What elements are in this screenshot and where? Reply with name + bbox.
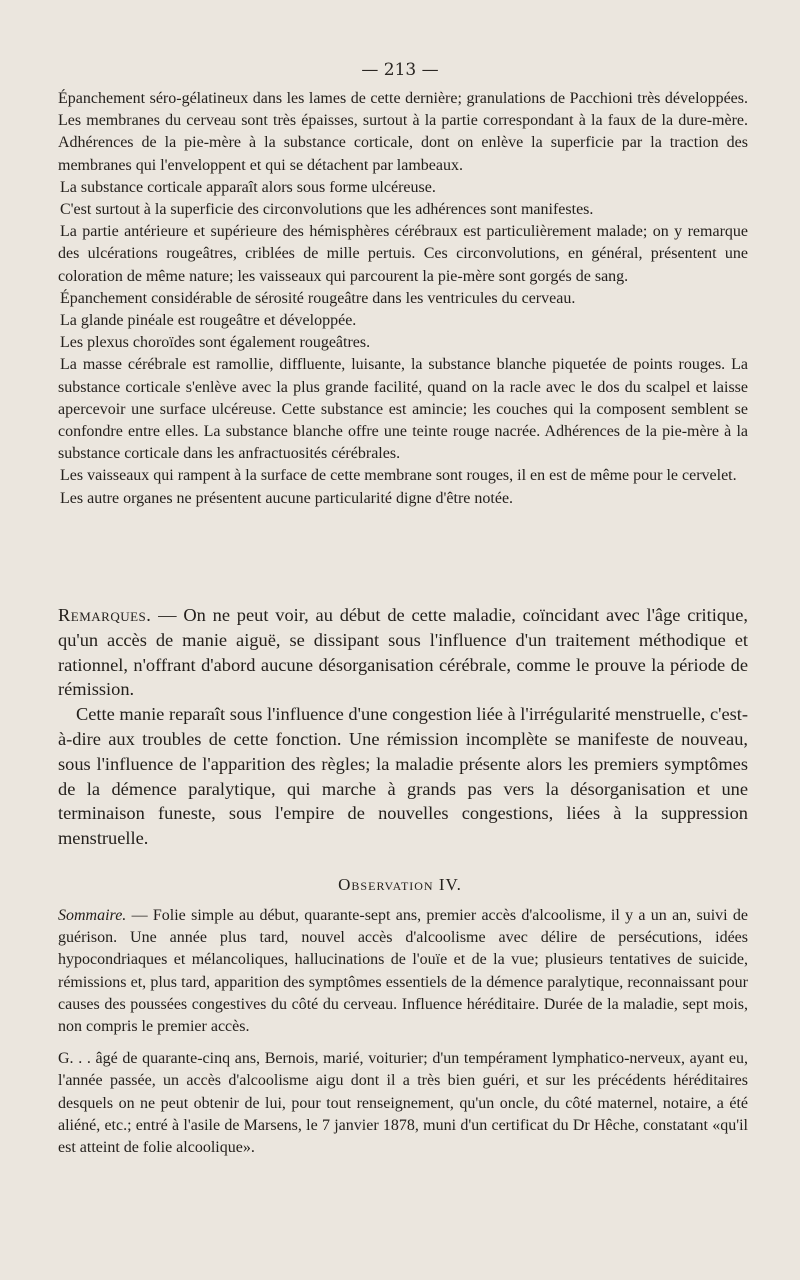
remarks-section <box>58 603 748 851</box>
autopsy-section <box>58 88 748 510</box>
autopsy-paragraph: La partie antérieure et supérieure des hémisphères cérébraux est particulièrement malade; on y remarque des ulcérations rougeâtres, criblées de mille pertuis. Ces circonvolutions, en général, présentent une coloration de même nature; les vaisseaux qui parcourent la pie-mère sont gorgés de sang. <box>58 223 748 285</box>
observation-title: Observation IV. <box>338 875 462 894</box>
autopsy-paragraph: Les plexus choroïdes sont également rougeâtres. <box>60 334 371 352</box>
remarks-text: — On ne peut voir, au début de cette maladie, coïncidant avec l'âge critique, qu'un accès de manie aiguë, se dissipant sous l'influence d'un traitement méthodique et rationnel, n'offrant d'abord aucune désorganisation cérébrale, comme le prouve la période de rémission. <box>58 605 748 700</box>
case-paragraph: G. . . âgé de quarante-cinq ans, Bernois, marié, voiturier; d'un tempérament lymphatico-nerveux, ayant eu, l'année passée, un accès d'alcoolisme aigu dont il a très bien guéri, et sur les précédents héréditaires desquels on ne peut obtenir de lui, pour tout renseignement, qu'un oncle, du côté maternel, notaire, a été aliéné, etc.; entré à l'asile de Marsens, le 7 janvier 1878, muni d'un certificat du Dr Hêche, constatant «qu'il est atteint de folie alcoolique». <box>58 1050 748 1157</box>
summary-label: Sommaire. <box>58 907 127 924</box>
autopsy-paragraph: C'est surtout à la superficie des circonvolutions que les adhérences sont manifestes. <box>60 201 594 219</box>
page-number: — 213 — <box>361 60 439 80</box>
autopsy-paragraph: Les autre organes ne présentent aucune particularité digne d'être notée. <box>60 489 514 507</box>
remarks-paragraph <box>58 603 748 702</box>
summary-paragraph <box>58 905 748 1038</box>
autopsy-paragraph: La substance corticale apparaît alors sous forme ulcéreuse. <box>60 178 436 196</box>
autopsy-paragraph: Épanchement considérable de sérosité rougeâtre dans les ventricules du cerveau. <box>60 289 576 307</box>
summary-text: — Folie simple au début, quarante-sept ans, premier accès d'alcoolisme, il y a un an, suivi de guérison. Une année plus tard, nouvel accès d'alcoolisme avec délire de persécutions, idées hypocondriaques et mélancoliques, hallucinations de l'ouïe et de la vue; plusieurs tentatives de suicide, rémissions et, plus tard, apparition des symptômes essentiels de la démence paralytique, reconnaissant pour causes des poussées congestives du côté du cerveau. Influence héréditaire. Durée de la maladie, sept mois, non compris le premier accès. <box>58 907 748 1036</box>
autopsy-paragraph: Les vaisseaux qui rampent à la surface de cette membrane sont rouges, il en est de même pour le cervelet. <box>60 467 737 485</box>
autopsy-paragraph: Épanchement séro-gélatineux dans les lames de cette dernière; granulations de Pacchioni très développées. Les membranes du cerveau sont très épaisses, surtout à la partie correspondant à la faux de la dure-mère. Adhérences de la pie-mère à la substance corticale, dont on enlève la superficie par la traction des membranes qui l'enveloppent et qui se détachent par lambeaux. <box>58 90 748 174</box>
remarks-paragraph: Cette manie reparaît sous l'influence d'une congestion liée à l'irrégularité menstruelle, c'est-à-dire aux troubles de cette fonction. Une rémission incomplète se manifeste de nouveau, sous l'influence de l'apparition des règles; la maladie présente alors les premiers symptômes de la démence paralytique, qui marche à grands pas vers la désorganisation et une terminaison funeste, sous l'empire de nouvelles congestions, liées à la suppression menstruelle. <box>58 704 748 849</box>
autopsy-paragraph: La masse cérébrale est ramollie, diffluente, luisante, la substance blanche piquetée de points rouges. La substance corticale s'enlève avec la plus grande facilité, quand on la racle avec le dos du scalpel et laisse apercevoir une surface ulcéreuse. Cette substance est amincie; les couches qui la composent semblent se confondre entre elles. La substance blanche offre une teinte rouge nacrée. Adhérences de la pie-mère à la substance corticale dans les anfractuosités cérébrales. <box>58 356 748 463</box>
observation-section <box>58 905 748 1159</box>
autopsy-paragraph: La glande pinéale est rougeâtre et développée. <box>60 312 357 330</box>
remarks-label: Remarques. <box>58 605 152 625</box>
